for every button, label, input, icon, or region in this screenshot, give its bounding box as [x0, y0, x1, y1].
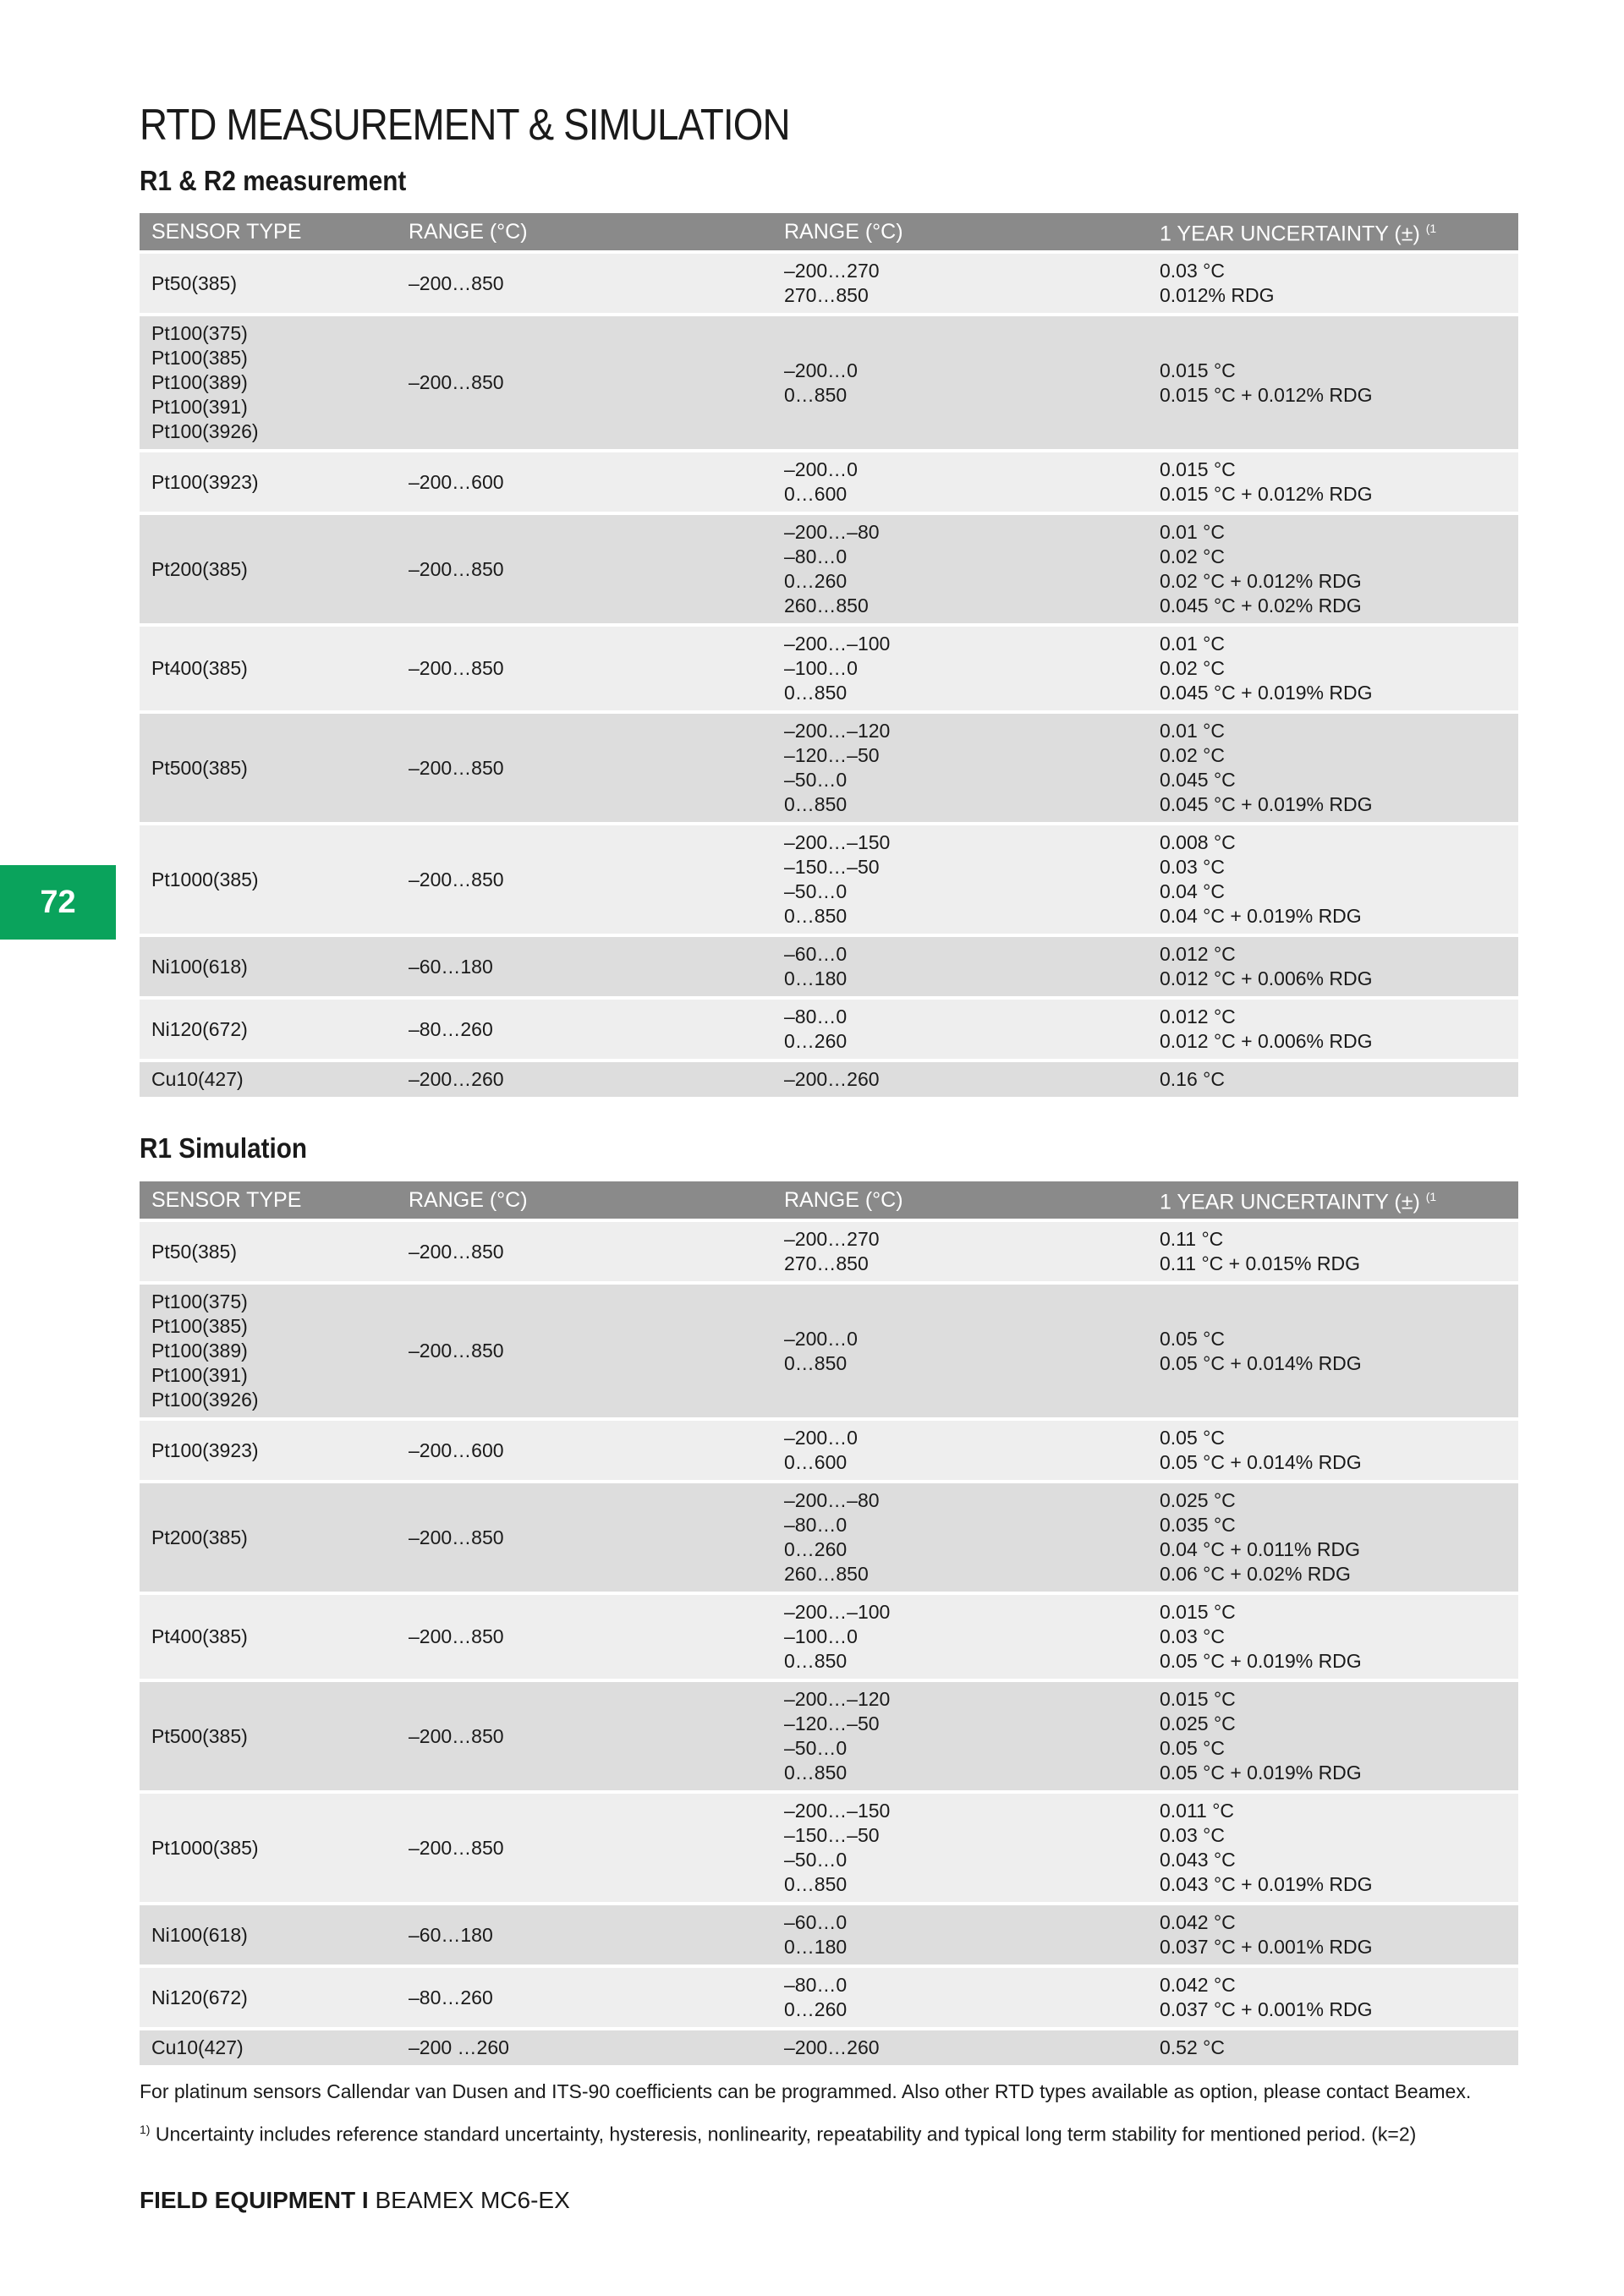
uncertainty-cell: 0.042 °C 0.037 °C + 0.001% RDG: [1148, 1904, 1518, 1966]
uncertainty-cell: 0.042 °C 0.037 °C + 0.001% RDG: [1148, 1966, 1518, 2029]
page-title: RTD MEASUREMENT & SIMULATION: [140, 101, 790, 150]
uncertainty-cell: 0.015 °C 0.03 °C 0.05 °C + 0.019% RDG: [1148, 1593, 1518, 1680]
table-row: [140, 1060, 1518, 1099]
subrange-cell: –60…0 0…180: [772, 1904, 1148, 1966]
header-subrange: RANGE (°C): [772, 213, 1148, 252]
sensor-cell: Pt400(385): [140, 625, 397, 712]
subrange-cell: –200…0 0…850: [772, 1283, 1148, 1419]
range-cell: –60…180: [397, 935, 772, 998]
table-row: [140, 2029, 1518, 2067]
range-cell: –200…600: [397, 1419, 772, 1482]
table-row: [140, 1220, 1518, 1283]
uncertainty-cell: 0.11 °C 0.11 °C + 0.015% RDG: [1148, 1220, 1518, 1283]
subrange-cell: –200…260: [772, 2029, 1148, 2067]
subrange-cell: –200…0 0…850: [772, 315, 1148, 451]
sensor-cell: Cu10(427): [140, 2029, 397, 2067]
sensor-cell: Pt50(385): [140, 252, 397, 315]
range-cell: –200…850: [397, 1482, 772, 1593]
header-subrange: RANGE (°C): [772, 1181, 1148, 1220]
table-row: [140, 824, 1518, 935]
uncertainty-cell: 0.16 °C: [1148, 1060, 1518, 1099]
subrange-cell: –80…0 0…260: [772, 998, 1148, 1060]
range-cell: –200…850: [397, 1593, 772, 1680]
sensor-cell: Pt1000(385): [140, 824, 397, 935]
simulation-section-title: R1 Simulation: [140, 1132, 308, 1164]
uncertainty-cell: 0.01 °C 0.02 °C 0.045 °C 0.045 °C + 0.019% RDG: [1148, 712, 1518, 824]
range-cell: –200…600: [397, 451, 772, 513]
footnote: [140, 2123, 1416, 2146]
header-uncertainty: [1148, 1181, 1518, 1220]
table-row: [140, 315, 1518, 451]
range-cell: –200…850: [397, 1283, 772, 1419]
subrange-cell: –200…260: [772, 1060, 1148, 1099]
range-cell: –200…850: [397, 712, 772, 824]
footer-separator: I: [361, 2187, 369, 2213]
sensor-cell: Pt1000(385): [140, 1792, 397, 1904]
header-sensor-type: SENSOR TYPE: [140, 1181, 397, 1220]
footnote-mark: (1: [1425, 1190, 1437, 1204]
sensor-cell: Pt500(385): [140, 712, 397, 824]
sensor-cell: Pt100(3923): [140, 1419, 397, 1482]
header-range: RANGE (°C): [397, 213, 772, 252]
footnote-text: Uncertainty includes reference standard uncertainty, hysteresis, nonlinearity, repeatability and typical long term stability for mentioned period. (k=2): [150, 2123, 1417, 2145]
sensor-cell: Pt100(375) Pt100(385) Pt100(389) Pt100(391) Pt100(3926): [140, 315, 397, 451]
range-cell: –200…850: [397, 1220, 772, 1283]
subrange-cell: –200…–150 –150…–50 –50…0 0…850: [772, 824, 1148, 935]
range-cell: –80…260: [397, 998, 772, 1060]
uncertainty-cell: 0.01 °C 0.02 °C 0.045 °C + 0.019% RDG: [1148, 625, 1518, 712]
range-cell: –200…850: [397, 625, 772, 712]
uncertainty-cell: 0.05 °C 0.05 °C + 0.014% RDG: [1148, 1283, 1518, 1419]
table-row: [140, 513, 1518, 625]
table-header-row: [140, 1181, 1518, 1220]
uncertainty-cell: 0.015 °C 0.015 °C + 0.012% RDG: [1148, 315, 1518, 451]
range-cell: –200…850: [397, 513, 772, 625]
table-row: [140, 252, 1518, 315]
page-number-badge: 72: [0, 865, 116, 940]
subrange-cell: –200…–80 –80…0 0…260 260…850: [772, 1482, 1148, 1593]
range-cell: –200…850: [397, 1680, 772, 1792]
subrange-cell: –200…–150 –150…–50 –50…0 0…850: [772, 1792, 1148, 1904]
subrange-cell: –60…0 0…180: [772, 935, 1148, 998]
uncertainty-cell: 0.03 °C 0.012% RDG: [1148, 252, 1518, 315]
footnote-mark: (1: [1425, 222, 1437, 236]
subrange-cell: –200…–120 –120…–50 –50…0 0…850: [772, 1680, 1148, 1792]
sensor-cell: Ni100(618): [140, 1904, 397, 1966]
measurement-table-body: [140, 252, 1518, 1099]
footer-category: FIELD EQUIPMENT: [140, 2187, 356, 2213]
sensor-cell: Ni120(672): [140, 998, 397, 1060]
header-uncertainty-label: 1 YEAR UNCERTAINTY (±): [1160, 1190, 1420, 1214]
table-header-row: [140, 213, 1518, 252]
range-cell: –80…260: [397, 1966, 772, 2029]
measurement-section-title: R1 & R2 measurement: [140, 165, 407, 196]
table-row: [140, 1680, 1518, 1792]
platinum-note: For platinum sensors Callendar van Dusen and ITS-90 coefficients can be programmed. Also other RTD types available as option, please contact Beamex.: [140, 2080, 1472, 2102]
range-cell: –200…850: [397, 824, 772, 935]
uncertainty-cell: 0.008 °C 0.03 °C 0.04 °C 0.04 °C + 0.019% RDG: [1148, 824, 1518, 935]
table-row: [140, 1904, 1518, 1966]
footnote-number: 1): [140, 2123, 151, 2136]
subrange-cell: –200…–100 –100…0 0…850: [772, 625, 1148, 712]
simulation-table: [140, 1181, 1518, 2069]
sensor-cell: Pt500(385): [140, 1680, 397, 1792]
simulation-table-body: [140, 1220, 1518, 2067]
header-sensor-type: SENSOR TYPE: [140, 213, 397, 252]
subrange-cell: –200…0 0…600: [772, 451, 1148, 513]
uncertainty-cell: 0.012 °C 0.012 °C + 0.006% RDG: [1148, 935, 1518, 998]
sensor-cell: Pt100(3923): [140, 451, 397, 513]
subrange-cell: –200…270 270…850: [772, 252, 1148, 315]
sensor-cell: Pt200(385): [140, 1482, 397, 1593]
measurement-table: [140, 213, 1518, 1100]
range-cell: –200…850: [397, 1792, 772, 1904]
table-row: [140, 998, 1518, 1060]
uncertainty-cell: 0.015 °C 0.025 °C 0.05 °C 0.05 °C + 0.019% RDG: [1148, 1680, 1518, 1792]
table-row: [140, 1966, 1518, 2029]
sensor-cell: Pt50(385): [140, 1220, 397, 1283]
table-row: [140, 1792, 1518, 1904]
uncertainty-cell: 0.52 °C: [1148, 2029, 1518, 2067]
sensor-cell: Cu10(427): [140, 1060, 397, 1099]
table-row: [140, 1419, 1518, 1482]
uncertainty-cell: 0.01 °C 0.02 °C 0.02 °C + 0.012% RDG 0.045 °C + 0.02% RDG: [1148, 513, 1518, 625]
subrange-cell: –200…–120 –120…–50 –50…0 0…850: [772, 712, 1148, 824]
table-row: [140, 1283, 1518, 1419]
range-cell: –200…850: [397, 252, 772, 315]
subrange-cell: –200…–100 –100…0 0…850: [772, 1593, 1148, 1680]
subrange-cell: –80…0 0…260: [772, 1966, 1148, 2029]
range-cell: –60…180: [397, 1904, 772, 1966]
subrange-cell: –200…–80 –80…0 0…260 260…850: [772, 513, 1148, 625]
footer-product: BEAMEX MC6-EX: [375, 2187, 570, 2213]
range-cell: –200 …260: [397, 2029, 772, 2067]
table-row: [140, 625, 1518, 712]
table-row: [140, 1482, 1518, 1593]
sensor-cell: Ni120(672): [140, 1966, 397, 2029]
uncertainty-cell: 0.05 °C 0.05 °C + 0.014% RDG: [1148, 1419, 1518, 1482]
page-footer: [140, 2187, 570, 2214]
uncertainty-cell: 0.015 °C 0.015 °C + 0.012% RDG: [1148, 451, 1518, 513]
table-row: [140, 1593, 1518, 1680]
header-uncertainty-label: 1 YEAR UNCERTAINTY (±): [1160, 222, 1420, 246]
sensor-cell: Pt200(385): [140, 513, 397, 625]
uncertainty-cell: 0.025 °C 0.035 °C 0.04 °C + 0.011% RDG 0.06 °C + 0.02% RDG: [1148, 1482, 1518, 1593]
range-cell: –200…260: [397, 1060, 772, 1099]
uncertainty-cell: 0.012 °C 0.012 °C + 0.006% RDG: [1148, 998, 1518, 1060]
sensor-cell: Pt400(385): [140, 1593, 397, 1680]
sensor-cell: Pt100(375) Pt100(385) Pt100(389) Pt100(391) Pt100(3926): [140, 1283, 397, 1419]
subrange-cell: –200…270 270…850: [772, 1220, 1148, 1283]
header-uncertainty: [1148, 213, 1518, 252]
sensor-cell: Ni100(618): [140, 935, 397, 998]
subrange-cell: –200…0 0…600: [772, 1419, 1148, 1482]
uncertainty-cell: 0.011 °C 0.03 °C 0.043 °C 0.043 °C + 0.019% RDG: [1148, 1792, 1518, 1904]
table-row: [140, 712, 1518, 824]
header-range: RANGE (°C): [397, 1181, 772, 1220]
table-row: [140, 935, 1518, 998]
range-cell: –200…850: [397, 315, 772, 451]
table-row: [140, 451, 1518, 513]
